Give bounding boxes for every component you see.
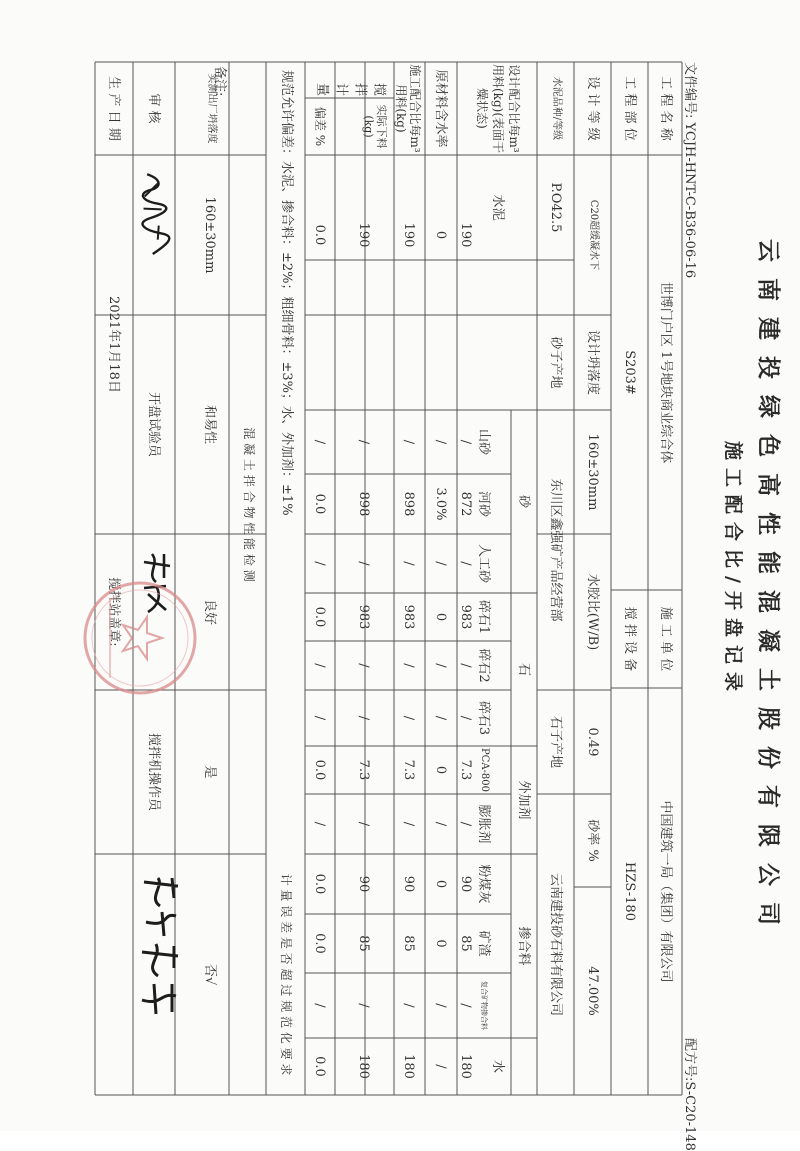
part-label: 工 程 部 位 bbox=[622, 76, 637, 141]
operator-label: 搅拌机操作员 bbox=[146, 732, 161, 811]
cell-r4-c4: 0.0 bbox=[312, 606, 327, 628]
col-admix-group: 外加剂 bbox=[516, 780, 531, 820]
cell-r4-c9: 0.0 bbox=[312, 873, 327, 895]
cell-r1-c0: 0 bbox=[433, 230, 448, 240]
grade-label: 设 计 等 级 bbox=[585, 76, 600, 141]
sand-origin: 东川区鑫强矿产品经营部 bbox=[548, 478, 563, 622]
cell-r3-c4: 983 bbox=[356, 604, 371, 630]
exceed-question: 计 量 误 差 是 否 超 过 规 范 化 要 求 bbox=[279, 873, 293, 1076]
col-cement: 水泥 bbox=[490, 194, 505, 221]
mixer: HZS-180 bbox=[622, 862, 637, 921]
row-label-deviation: 偏差 % bbox=[313, 106, 327, 147]
col-flyash: 粉煤灰 bbox=[476, 864, 491, 904]
cell-r2-c4: 983 bbox=[401, 604, 416, 630]
cell-r2-c2: 898 bbox=[401, 491, 416, 517]
cell-r2-c7: 7.3 bbox=[401, 759, 416, 781]
wb-label: 水胶比(W/B) bbox=[585, 573, 600, 651]
col-mountain-sand: 山砂 bbox=[476, 428, 491, 455]
col-water: 水 bbox=[490, 1059, 505, 1073]
sand-origin-label: 砂子产地 bbox=[548, 336, 563, 389]
cell-r3-c12: 180 bbox=[356, 1054, 371, 1079]
project-name-label: 工 程 名 称 bbox=[658, 76, 673, 141]
cell-r0-c4: 983 bbox=[458, 604, 473, 630]
doc-title: 施工配合比/开盘记录 bbox=[722, 441, 744, 699]
company-stamp-drawing bbox=[80, 578, 200, 698]
cell-r3-c3: / bbox=[356, 561, 371, 566]
doc-number: 文件编号: YCJH-HNT-C-B36-06-16 bbox=[682, 62, 697, 279]
wb: 0.49 bbox=[585, 727, 600, 757]
cell-r3-c11: / bbox=[356, 1003, 371, 1008]
col-stone3: 碎石3 bbox=[476, 700, 491, 736]
cell-r1-c4: 0 bbox=[433, 612, 448, 622]
company-title: 云南建投绿色高性能混凝土股份有限公司 bbox=[755, 239, 782, 941]
mix-performance-title: 混 凝 土 拌 合 物 性 能 检 测 bbox=[242, 427, 256, 582]
col-slag: 矿渣 bbox=[476, 930, 491, 957]
col-composite: 复合矿物掺合料 bbox=[480, 981, 488, 1030]
cell-r1-c6: / bbox=[433, 715, 448, 721]
tolerance-note: 规范允许偏差：水泥、掺合料：±2%；粗细骨料：±3%；水、外加剂：±1% bbox=[279, 70, 294, 516]
cell-r0-c9: 90 bbox=[458, 875, 473, 893]
row-label-construction: 施工配合比每m³用料(kg) bbox=[394, 64, 422, 153]
col-stone1: 碎石1 bbox=[476, 599, 491, 635]
trial-label: 开盘试验员 bbox=[146, 391, 161, 457]
cell-r0-c11: / bbox=[458, 1003, 473, 1008]
col-stone-group: 石 bbox=[516, 662, 531, 676]
cell-r3-c5: / bbox=[356, 663, 371, 668]
cell-r3-c0: 190 bbox=[356, 222, 371, 248]
meets-value: 否√ bbox=[202, 963, 217, 986]
station-stamp-label: 搅拌站盖章: bbox=[106, 577, 121, 647]
cell-r0-c1: / bbox=[458, 439, 473, 445]
cell-r3-c8: / bbox=[356, 821, 371, 827]
company-stamp bbox=[76, 578, 200, 698]
cell-r3-c6: / bbox=[356, 715, 371, 721]
stone-origin: 云南建投砂石料有限公司 bbox=[548, 872, 563, 1016]
cell-r2-c10: 85 bbox=[401, 935, 416, 952]
slump-label: 设计坍落度 bbox=[585, 329, 600, 395]
col-mineral-group: 掺合料 bbox=[516, 926, 531, 966]
contractor-label: 施 工 单 位 bbox=[658, 606, 673, 672]
cell-r0-c8: / bbox=[458, 821, 473, 827]
cell-r0-c0: 190 bbox=[458, 222, 473, 248]
cell-r1-c11: / bbox=[433, 1003, 448, 1008]
meets-label: 是 bbox=[202, 765, 217, 779]
sand-ratio: 47.00% bbox=[585, 966, 600, 1016]
row-label-design: 设计配合比每m³用料(kg)(表面干燥状态) bbox=[475, 64, 521, 153]
cell-r0-c5: / bbox=[458, 663, 473, 668]
stone-origin-label: 石子产地 bbox=[548, 715, 563, 768]
cell-r2-c5: / bbox=[401, 663, 416, 668]
cell-r1-c3: / bbox=[433, 561, 448, 566]
remarks-label: 备注: bbox=[212, 66, 227, 97]
col-sand-group: 砂 bbox=[516, 494, 531, 508]
row-label-moisture: 原材料含水率 bbox=[433, 69, 448, 148]
cell-r3-c1: / bbox=[356, 439, 371, 445]
col-manufactured-sand: 人工砂 bbox=[476, 543, 491, 583]
col-stone2: 碎石2 bbox=[476, 648, 491, 683]
cell-r4-c10: 0.0 bbox=[312, 933, 327, 954]
cell-r3-c7: 7.3 bbox=[356, 759, 371, 781]
cell-r4-c5: / bbox=[312, 663, 327, 668]
measured-slump-label: 实测出厂坍落度 bbox=[206, 73, 217, 144]
cell-r0-c10: 85 bbox=[458, 935, 473, 952]
cell-r4-c6: / bbox=[312, 715, 327, 721]
operator-signature bbox=[134, 872, 182, 1022]
measured-slump: 160±30mm bbox=[202, 196, 217, 274]
workability: 良好 bbox=[202, 598, 217, 625]
grade: C20超缓凝水下 bbox=[588, 199, 599, 271]
cell-r4-c7: 0.0 bbox=[312, 759, 327, 781]
part: S203# bbox=[622, 350, 637, 395]
cell-r2-c6: / bbox=[401, 715, 416, 721]
cell-r1-c2: 3.0% bbox=[433, 487, 448, 521]
cell-r2-c11: / bbox=[401, 1003, 416, 1008]
cell-r4-c1: / bbox=[312, 439, 327, 445]
cell-r2-c0: 190 bbox=[401, 222, 416, 248]
cement-label: 水泥品种/等级 bbox=[551, 76, 562, 141]
cell-r0-c3: / bbox=[458, 561, 473, 566]
cell-r1-c9: 0 bbox=[433, 879, 448, 889]
reviewer-label: 审 核 bbox=[146, 93, 161, 124]
cell-r4-c0: 0.0 bbox=[312, 224, 327, 246]
cell-r2-c12: 180 bbox=[401, 1054, 416, 1079]
col-pca: PCA-800 bbox=[479, 747, 490, 793]
mix-number: 配方号:S-C20-148 bbox=[682, 1038, 697, 1151]
cement-grade: P.O42.5 bbox=[548, 182, 563, 233]
cell-r1-c7: 0 bbox=[433, 765, 448, 775]
row-group-label: 搅拌计量 bbox=[311, 80, 387, 95]
project-name: 世博门户区 1号地块商业综合体 bbox=[658, 281, 673, 464]
cell-r4-c11: / bbox=[312, 1003, 327, 1008]
cell-r2-c3: / bbox=[401, 561, 416, 566]
cell-r1-c8: / bbox=[433, 821, 448, 827]
col-expansion: 膨胀剂 bbox=[476, 804, 491, 844]
slump: 160±30mm bbox=[585, 433, 600, 511]
cell-r4-c2: 0.0 bbox=[312, 493, 327, 515]
cell-r4-c8: / bbox=[312, 821, 327, 827]
workability-label: 和易性 bbox=[202, 404, 217, 444]
mixer-label: 搅 拌 设 备 bbox=[622, 606, 637, 672]
reviewer-signature-drawing bbox=[137, 169, 173, 261]
cell-r0-c7: 7.3 bbox=[458, 759, 473, 781]
date-label: 生 产 日 期 bbox=[106, 76, 121, 141]
cell-r3-c10: 85 bbox=[356, 935, 371, 952]
col-river-sand: 河砂 bbox=[476, 490, 491, 517]
reviewer-signature bbox=[131, 169, 173, 261]
cell-r0-c6: / bbox=[458, 715, 473, 721]
cell-r2-c9: 90 bbox=[401, 875, 416, 893]
cell-r2-c1: / bbox=[401, 439, 416, 445]
contractor: 中国建筑一局（集团）有限公司 bbox=[658, 800, 673, 983]
operator-signature-drawing bbox=[138, 872, 182, 1022]
cell-r0-c2: 872 bbox=[458, 491, 473, 517]
cell-r1-c10: 0 bbox=[433, 939, 448, 948]
cell-r1-c12: / bbox=[433, 1064, 448, 1069]
cell-r3-c2: 898 bbox=[356, 491, 371, 517]
cell-r1-c1: / bbox=[433, 439, 448, 445]
cell-r4-c12: 0.0 bbox=[312, 1056, 327, 1077]
production-date: 2021年1月18日 bbox=[106, 296, 121, 393]
cell-r1-c5: / bbox=[433, 663, 448, 668]
cell-r4-c3: / bbox=[312, 561, 327, 566]
row-label-actual: 实际下料(kg) bbox=[362, 104, 388, 149]
cell-r2-c8: / bbox=[401, 821, 416, 827]
cell-r3-c9: 90 bbox=[356, 875, 371, 893]
sand-ratio-label: 砂率 % bbox=[585, 819, 600, 862]
cell-r0-c12: 180 bbox=[458, 1054, 473, 1079]
